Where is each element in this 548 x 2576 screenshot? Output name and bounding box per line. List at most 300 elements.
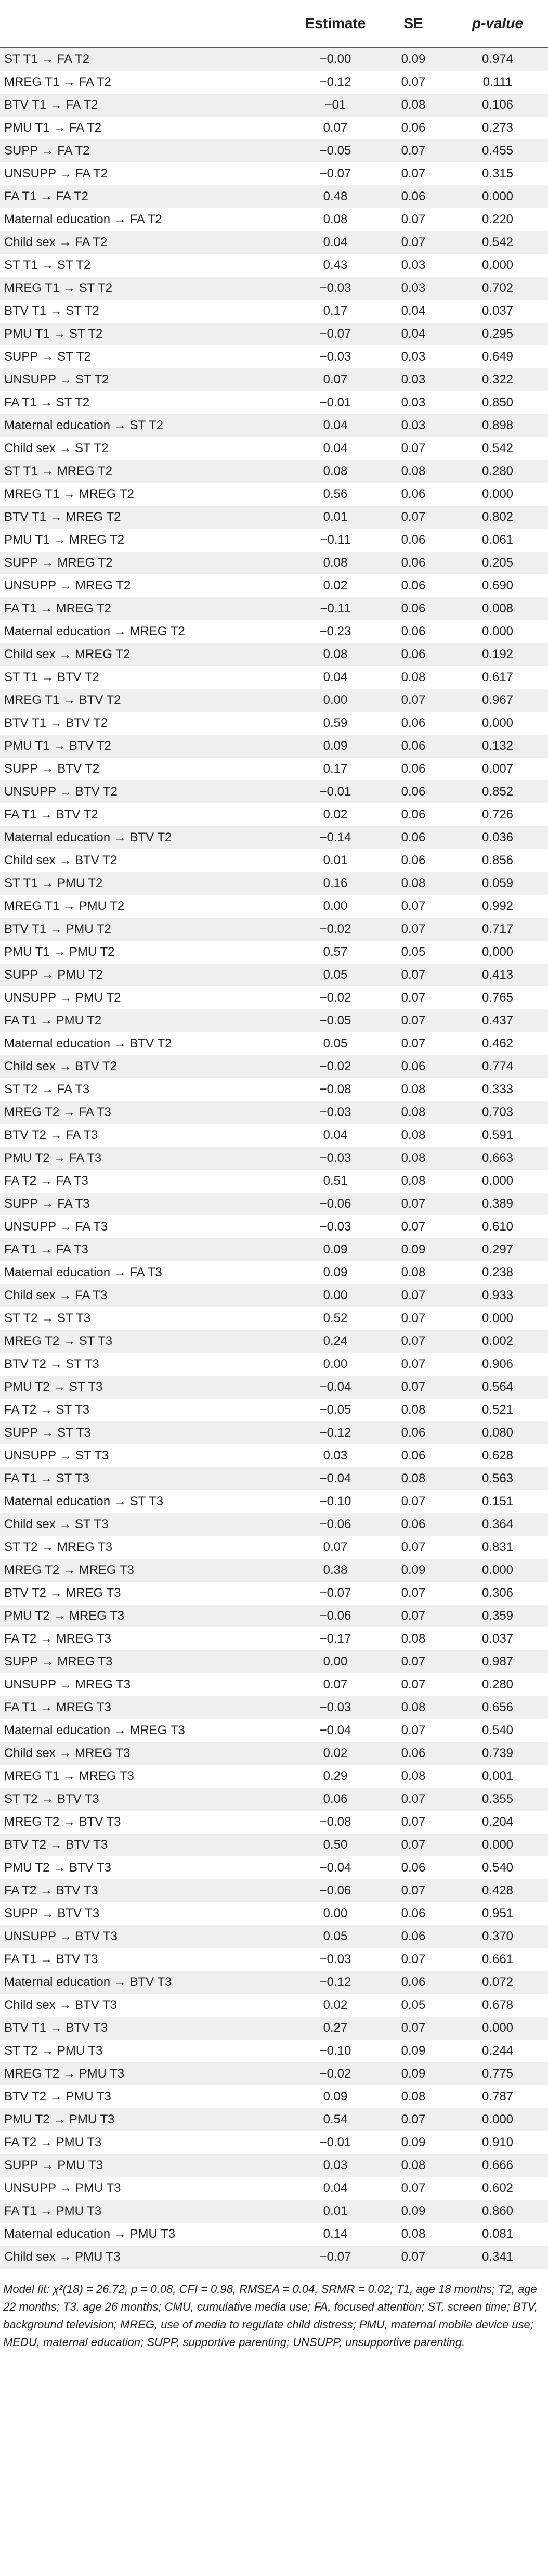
estimate-cell: 0.02 <box>291 1994 380 2017</box>
path-cell: ST T1 → PMU T2 <box>0 872 291 895</box>
estimate-cell: 0.17 <box>291 300 380 323</box>
table-row <box>0 1879 548 1902</box>
estimate-cell: 0.00 <box>291 1284 380 1307</box>
p-value-cell: 0.787 <box>447 2085 548 2108</box>
estimate-cell: −0.12 <box>291 71 380 94</box>
p-value-cell: 0.455 <box>447 139 548 162</box>
estimate-cell: −0.12 <box>291 1971 380 1994</box>
table-row <box>0 1559 548 1582</box>
path-cell: Child sex → ST T3 <box>0 1513 291 1536</box>
table-row <box>0 1330 548 1353</box>
path-cell: MREG T1 → ST T2 <box>0 277 291 300</box>
p-value-cell: 0.220 <box>447 208 548 231</box>
path-cell: ST T2 → ST T3 <box>0 1307 291 1330</box>
path-cell: PMU T1 → PMU T2 <box>0 941 291 964</box>
estimate-cell: −0.02 <box>291 1055 380 1078</box>
path-cell: MREG T2 → MREG T3 <box>0 1559 291 1582</box>
se-cell: 0.07 <box>380 1032 447 1055</box>
path-cell: BTV T2 → MREG T3 <box>0 1582 291 1605</box>
estimate-cell: −0.07 <box>291 1582 380 1605</box>
estimate-cell: 0.57 <box>291 941 380 964</box>
estimate-cell: 0.43 <box>291 254 380 277</box>
estimate-cell: 0.02 <box>291 574 380 597</box>
se-cell: 0.06 <box>380 1925 447 1948</box>
table-row <box>0 2017 548 2040</box>
se-cell: 0.07 <box>380 506 447 529</box>
path-cell: UNSUPP → FA T3 <box>0 1215 291 1238</box>
path-cell: Child sex → FA T2 <box>0 231 291 254</box>
estimate-cell: −0.10 <box>291 2040 380 2062</box>
se-cell: 0.08 <box>380 1261 447 1284</box>
table-row <box>0 620 548 643</box>
estimate-cell: −0.01 <box>291 2131 380 2154</box>
p-value-cell: 0.850 <box>447 391 548 414</box>
estimate-cell: −0.02 <box>291 918 380 941</box>
path-cell: Child sex → MREG T3 <box>0 1742 291 1765</box>
estimate-cell: 0.00 <box>291 689 380 712</box>
se-cell: 0.08 <box>380 1399 447 1421</box>
table-row <box>0 460 548 483</box>
estimate-cell: −0.03 <box>291 345 380 368</box>
se-cell: 0.06 <box>380 780 447 803</box>
table-row <box>0 780 548 803</box>
se-cell: 0.06 <box>380 574 447 597</box>
p-value-cell: 0.860 <box>447 2200 548 2223</box>
path-cell: Child sex → ST T2 <box>0 437 291 460</box>
se-cell: 0.09 <box>380 2062 447 2085</box>
table-row <box>0 1215 548 1238</box>
p-value-cell: 0.462 <box>447 1032 548 1055</box>
path-cell: PMU T2 → FA T3 <box>0 1147 291 1170</box>
se-cell: 0.08 <box>380 94 447 117</box>
table-row <box>0 1399 548 1421</box>
table-row <box>0 391 548 414</box>
path-cell: FA T1 → BTV T3 <box>0 1948 291 1971</box>
estimate-cell: −0.04 <box>291 1856 380 1879</box>
se-cell: 0.07 <box>380 1834 447 1856</box>
estimate-cell: 0.38 <box>291 1559 380 1582</box>
se-cell: 0.07 <box>380 1650 447 1673</box>
table-row <box>0 1307 548 1330</box>
se-cell: 0.07 <box>380 1353 447 1376</box>
table-row <box>0 231 548 254</box>
p-value-cell: 0.610 <box>447 1215 548 1238</box>
table-row <box>0 1902 548 1925</box>
p-value-cell: 0.061 <box>447 529 548 552</box>
path-cell: Child sex → BTV T3 <box>0 1994 291 2017</box>
estimate-cell: −0.03 <box>291 1147 380 1170</box>
path-cell: UNSUPP → BTV T2 <box>0 780 291 803</box>
path-cell: ST T1 → ST T2 <box>0 254 291 277</box>
table-row <box>0 849 548 872</box>
estimate-cell: 0.54 <box>291 2108 380 2131</box>
p-value-cell: 0.192 <box>447 643 548 666</box>
se-cell: 0.03 <box>380 391 447 414</box>
path-cell: Maternal education → BTV T2 <box>0 826 291 849</box>
estimate-cell: 0.09 <box>291 1261 380 1284</box>
p-value-cell: 0.000 <box>447 2108 548 2131</box>
estimate-cell: −0.04 <box>291 1719 380 1742</box>
se-cell: 0.07 <box>380 918 447 941</box>
table-row <box>0 1536 548 1559</box>
se-cell: 0.08 <box>380 1765 447 1788</box>
path-cell: UNSUPP → MREG T2 <box>0 574 291 597</box>
table-row <box>0 1811 548 1834</box>
path-cell: UNSUPP → ST T3 <box>0 1444 291 1467</box>
table-row <box>0 254 548 277</box>
p-value-cell: 0.703 <box>447 1101 548 1124</box>
header-estimate: Estimate <box>291 0 380 47</box>
estimate-cell: −0.03 <box>291 277 380 300</box>
path-cell: ST T2 → BTV T3 <box>0 1788 291 1811</box>
path-cell: SUPP → BTV T2 <box>0 758 291 780</box>
table-row <box>0 483 548 506</box>
estimate-cell: 0.29 <box>291 1765 380 1788</box>
table-footnote: Model fit: χ²(18) = 26.72, p = 0.08, CFI = 0.98, RMSEA = 0.04, SRMR = 0.02; T1, age 18 months; T2, age 22 months; T3, age 26 months; CMU, cumulative media use; FA, focused attention; ST, screen time; BTV, background television; MREG, use of media to regulate child distress; PMU, maternal mobile device use; MEDU, maternal education; SUPP, supportive parenting; UNSUPP, unsupportive parenting. <box>0 2269 541 2351</box>
table-row <box>0 666 548 689</box>
path-cell: Child sex → FA T3 <box>0 1284 291 1307</box>
se-cell: 0.07 <box>380 2108 447 2131</box>
estimate-cell: −0.11 <box>291 597 380 620</box>
p-value-cell: 0.000 <box>447 254 548 277</box>
estimate-cell: −0.07 <box>291 2246 380 2269</box>
path-cell: Maternal education → FA T2 <box>0 208 291 231</box>
table-row <box>0 872 548 895</box>
p-value-cell: 0.333 <box>447 1078 548 1101</box>
p-value-cell: 0.080 <box>447 1421 548 1444</box>
estimate-cell: 0.03 <box>291 1444 380 1467</box>
p-value-cell: 0.238 <box>447 1261 548 1284</box>
p-value-cell: 0.000 <box>447 185 548 208</box>
path-cell: SUPP → PMU T3 <box>0 2154 291 2177</box>
path-cell: SUPP → FA T3 <box>0 1193 291 1215</box>
path-cell: MREG T1 → MREG T3 <box>0 1765 291 1788</box>
path-cell: Child sex → BTV T2 <box>0 849 291 872</box>
path-cell: SUPP → MREG T2 <box>0 552 291 574</box>
table-row <box>0 918 548 941</box>
estimate-cell: 0.08 <box>291 460 380 483</box>
se-cell: 0.09 <box>380 2131 447 2154</box>
table-row <box>0 964 548 986</box>
se-cell: 0.03 <box>380 345 447 368</box>
estimate-cell: 0.09 <box>291 1238 380 1261</box>
se-cell: 0.06 <box>380 758 447 780</box>
p-value-cell: 0.355 <box>447 1788 548 1811</box>
table-row <box>0 597 548 620</box>
p-value-cell: 0.106 <box>447 94 548 117</box>
path-cell: PMU T1 → BTV T2 <box>0 735 291 758</box>
path-cell: BTV T1 → BTV T2 <box>0 712 291 735</box>
se-cell: 0.08 <box>380 1101 447 1124</box>
path-cell: MREG T1 → BTV T2 <box>0 689 291 712</box>
se-cell: 0.07 <box>380 231 447 254</box>
estimate-cell: −0.23 <box>291 620 380 643</box>
table-row <box>0 117 548 139</box>
path-cell: Maternal education → ST T3 <box>0 1490 291 1513</box>
estimate-cell: −01 <box>291 94 380 117</box>
se-cell: 0.07 <box>380 139 447 162</box>
path-cell: Maternal education → BTV T2 <box>0 1032 291 1055</box>
p-value-cell: 0.036 <box>447 826 548 849</box>
path-cell: MREG T1 → MREG T2 <box>0 483 291 506</box>
se-cell: 0.07 <box>380 1284 447 1307</box>
p-value-cell: 0.617 <box>447 666 548 689</box>
path-cell: BTV T1 → BTV T3 <box>0 2017 291 2040</box>
path-cell: FA T1 → PMU T2 <box>0 1009 291 1032</box>
path-cell: Maternal education → BTV T3 <box>0 1971 291 1994</box>
estimate-cell: 0.08 <box>291 552 380 574</box>
table-row <box>0 1742 548 1765</box>
header-row <box>0 0 548 47</box>
estimate-cell: −0.03 <box>291 1948 380 1971</box>
path-cell: UNSUPP → ST T2 <box>0 368 291 391</box>
se-cell: 0.07 <box>380 2177 447 2200</box>
path-cell: FA T1 → MREG T2 <box>0 597 291 620</box>
se-cell: 0.06 <box>380 1055 447 1078</box>
estimate-cell: −0.01 <box>291 780 380 803</box>
se-cell: 0.04 <box>380 323 447 345</box>
path-cell: BTV T1 → PMU T2 <box>0 918 291 941</box>
se-cell: 0.07 <box>380 964 447 986</box>
se-cell: 0.07 <box>380 1811 447 1834</box>
estimate-cell: 0.09 <box>291 2085 380 2108</box>
se-cell: 0.06 <box>380 1856 447 1879</box>
p-value-cell: 0.831 <box>447 1536 548 1559</box>
path-cell: SUPP → BTV T3 <box>0 1902 291 1925</box>
p-value-cell: 0.059 <box>447 872 548 895</box>
table-row <box>0 826 548 849</box>
estimate-cell: 0.48 <box>291 185 380 208</box>
estimate-cell: −0.03 <box>291 1101 380 1124</box>
p-value-cell: 0.591 <box>447 1124 548 1147</box>
estimate-cell: 0.07 <box>291 1673 380 1696</box>
p-value-cell: 0.244 <box>447 2040 548 2062</box>
table-row <box>0 1788 548 1811</box>
path-cell: Maternal education → MREG T2 <box>0 620 291 643</box>
p-value-cell: 0.661 <box>447 1948 548 1971</box>
se-cell: 0.06 <box>380 1513 447 1536</box>
path-cell: ST T1 → BTV T2 <box>0 666 291 689</box>
se-cell: 0.07 <box>380 1376 447 1399</box>
se-cell: 0.08 <box>380 666 447 689</box>
p-value-cell: 0.774 <box>447 1055 548 1078</box>
se-cell: 0.09 <box>380 2200 447 2223</box>
p-value-cell: 0.315 <box>447 162 548 185</box>
path-cell: PMU T2 → BTV T3 <box>0 1856 291 1879</box>
path-cell: PMU T2 → PMU T3 <box>0 2108 291 2131</box>
table-row <box>0 1376 548 1399</box>
se-cell: 0.07 <box>380 162 447 185</box>
path-cell: FA T1 → BTV T2 <box>0 803 291 826</box>
table-row <box>0 1765 548 1788</box>
se-cell: 0.08 <box>380 872 447 895</box>
table-row <box>0 1834 548 1856</box>
p-value-cell: 0.992 <box>447 895 548 918</box>
estimate-cell: 0.04 <box>291 414 380 437</box>
table-row <box>0 1193 548 1215</box>
p-value-cell: 0.563 <box>447 1467 548 1490</box>
p-value-cell: 0.540 <box>447 1856 548 1879</box>
se-cell: 0.06 <box>380 803 447 826</box>
table-row <box>0 1856 548 1879</box>
p-value-cell: 0.628 <box>447 1444 548 1467</box>
table-row <box>0 2085 548 2108</box>
estimate-cell: 0.00 <box>291 1902 380 1925</box>
table-row <box>0 803 548 826</box>
table-row <box>0 2154 548 2177</box>
path-cell: FA T2 → BTV T3 <box>0 1879 291 1902</box>
path-cell: BTV T2 → ST T3 <box>0 1353 291 1376</box>
estimate-cell: 0.56 <box>291 483 380 506</box>
table-row <box>0 185 548 208</box>
p-value-cell: 0.521 <box>447 1399 548 1421</box>
se-cell: 0.07 <box>380 1788 447 1811</box>
estimate-cell: 0.51 <box>291 1170 380 1193</box>
p-value-cell: 0.542 <box>447 231 548 254</box>
p-value-cell: 0.852 <box>447 780 548 803</box>
p-value-cell: 0.132 <box>447 735 548 758</box>
se-cell: 0.06 <box>380 620 447 643</box>
se-cell: 0.06 <box>380 643 447 666</box>
estimate-cell: 0.09 <box>291 735 380 758</box>
p-value-cell: 0.564 <box>447 1376 548 1399</box>
estimate-cell: 0.04 <box>291 2177 380 2200</box>
table-row <box>0 1490 548 1513</box>
path-cell: ST T2 → FA T3 <box>0 1078 291 1101</box>
se-cell: 0.08 <box>380 2085 447 2108</box>
se-cell: 0.06 <box>380 483 447 506</box>
p-value-cell: 0.000 <box>447 1170 548 1193</box>
p-value-cell: 0.359 <box>447 1605 548 1627</box>
table-row <box>0 529 548 552</box>
p-value-cell: 0.204 <box>447 1811 548 1834</box>
p-value-cell: 0.802 <box>447 506 548 529</box>
estimate-cell: −0.02 <box>291 986 380 1009</box>
se-cell: 0.08 <box>380 460 447 483</box>
table-row <box>0 986 548 1009</box>
estimate-cell: −0.14 <box>291 826 380 849</box>
table-row <box>0 139 548 162</box>
table-body <box>0 47 548 2269</box>
se-cell: 0.04 <box>380 300 447 323</box>
p-value-cell: 0.678 <box>447 1994 548 2017</box>
table-row <box>0 2040 548 2062</box>
se-cell: 0.08 <box>380 1467 447 1490</box>
p-value-cell: 0.295 <box>447 323 548 345</box>
se-cell: 0.06 <box>380 1421 447 1444</box>
estimate-cell: 0.17 <box>291 758 380 780</box>
path-cell: Child sex → PMU T3 <box>0 2246 291 2269</box>
se-cell: 0.07 <box>380 689 447 712</box>
p-value-cell: 0.726 <box>447 803 548 826</box>
table-row <box>0 1582 548 1605</box>
p-value-cell: 0.967 <box>447 689 548 712</box>
table-row <box>0 1009 548 1032</box>
estimate-cell: 0.00 <box>291 895 380 918</box>
se-cell: 0.03 <box>380 277 447 300</box>
header-se: SE <box>380 0 447 47</box>
table-row <box>0 208 548 231</box>
p-value-cell: 0.037 <box>447 300 548 323</box>
se-cell: 0.03 <box>380 368 447 391</box>
estimate-cell: −0.06 <box>291 1193 380 1215</box>
table-row <box>0 71 548 94</box>
path-cell: FA T1 → FA T2 <box>0 185 291 208</box>
path-cell: FA T1 → ST T3 <box>0 1467 291 1490</box>
estimate-cell: 0.07 <box>291 117 380 139</box>
path-cell: BTV T2 → PMU T3 <box>0 2085 291 2108</box>
path-cell: SUPP → ST T2 <box>0 345 291 368</box>
table-row <box>0 1284 548 1307</box>
p-value-cell: 0.656 <box>447 1696 548 1719</box>
table-row <box>0 1994 548 2017</box>
table-row <box>0 414 548 437</box>
se-cell: 0.07 <box>380 986 447 1009</box>
path-cell: MREG T2 → PMU T3 <box>0 2062 291 2085</box>
table-row <box>0 345 548 368</box>
table-row <box>0 506 548 529</box>
estimate-cell: 0.05 <box>291 1925 380 1948</box>
se-cell: 0.07 <box>380 1673 447 1696</box>
estimate-cell: 0.08 <box>291 208 380 231</box>
path-cell: PMU T2 → ST T3 <box>0 1376 291 1399</box>
p-value-cell: 0.000 <box>447 712 548 735</box>
p-value-cell: 0.000 <box>447 1559 548 1582</box>
path-cell: UNSUPP → BTV T3 <box>0 1925 291 1948</box>
path-cell: FA T2 → ST T3 <box>0 1399 291 1421</box>
table-row <box>0 643 548 666</box>
path-cell: Child sex → MREG T2 <box>0 643 291 666</box>
path-cell: FA T1 → ST T2 <box>0 391 291 414</box>
table-row <box>0 1948 548 1971</box>
table-row <box>0 1444 548 1467</box>
estimate-cell: −0.12 <box>291 1421 380 1444</box>
path-cell: MREG T2 → ST T3 <box>0 1330 291 1353</box>
se-cell: 0.07 <box>380 1948 447 1971</box>
p-value-cell: 0.663 <box>447 1147 548 1170</box>
path-cell: FA T1 → PMU T3 <box>0 2200 291 2223</box>
se-cell: 0.07 <box>380 1215 447 1238</box>
path-cell: FA T2 → FA T3 <box>0 1170 291 1193</box>
se-cell: 0.08 <box>380 2154 447 2177</box>
se-cell: 0.06 <box>380 597 447 620</box>
estimate-cell: 0.03 <box>291 2154 380 2177</box>
estimate-cell: 0.05 <box>291 964 380 986</box>
table-row <box>0 1032 548 1055</box>
se-cell: 0.05 <box>380 941 447 964</box>
se-cell: 0.08 <box>380 1124 447 1147</box>
se-cell: 0.07 <box>380 1879 447 1902</box>
p-value-cell: 0.739 <box>447 1742 548 1765</box>
estimate-cell: −0.05 <box>291 1399 380 1421</box>
p-value-cell: 0.151 <box>447 1490 548 1513</box>
se-cell: 0.07 <box>380 1193 447 1215</box>
path-cell: FA T2 → MREG T3 <box>0 1627 291 1650</box>
table-row <box>0 277 548 300</box>
estimate-cell: −0.07 <box>291 162 380 185</box>
p-value-cell: 0.111 <box>447 71 548 94</box>
p-value-cell: 0.775 <box>447 2062 548 2085</box>
estimate-cell: −0.01 <box>291 391 380 414</box>
se-cell: 0.07 <box>380 208 447 231</box>
estimate-cell: −0.04 <box>291 1376 380 1399</box>
se-cell: 0.07 <box>380 437 447 460</box>
table-row <box>0 1673 548 1696</box>
estimate-cell: 0.04 <box>291 231 380 254</box>
p-value-cell: 0.280 <box>447 1673 548 1696</box>
table-row <box>0 162 548 185</box>
table-row <box>0 552 548 574</box>
